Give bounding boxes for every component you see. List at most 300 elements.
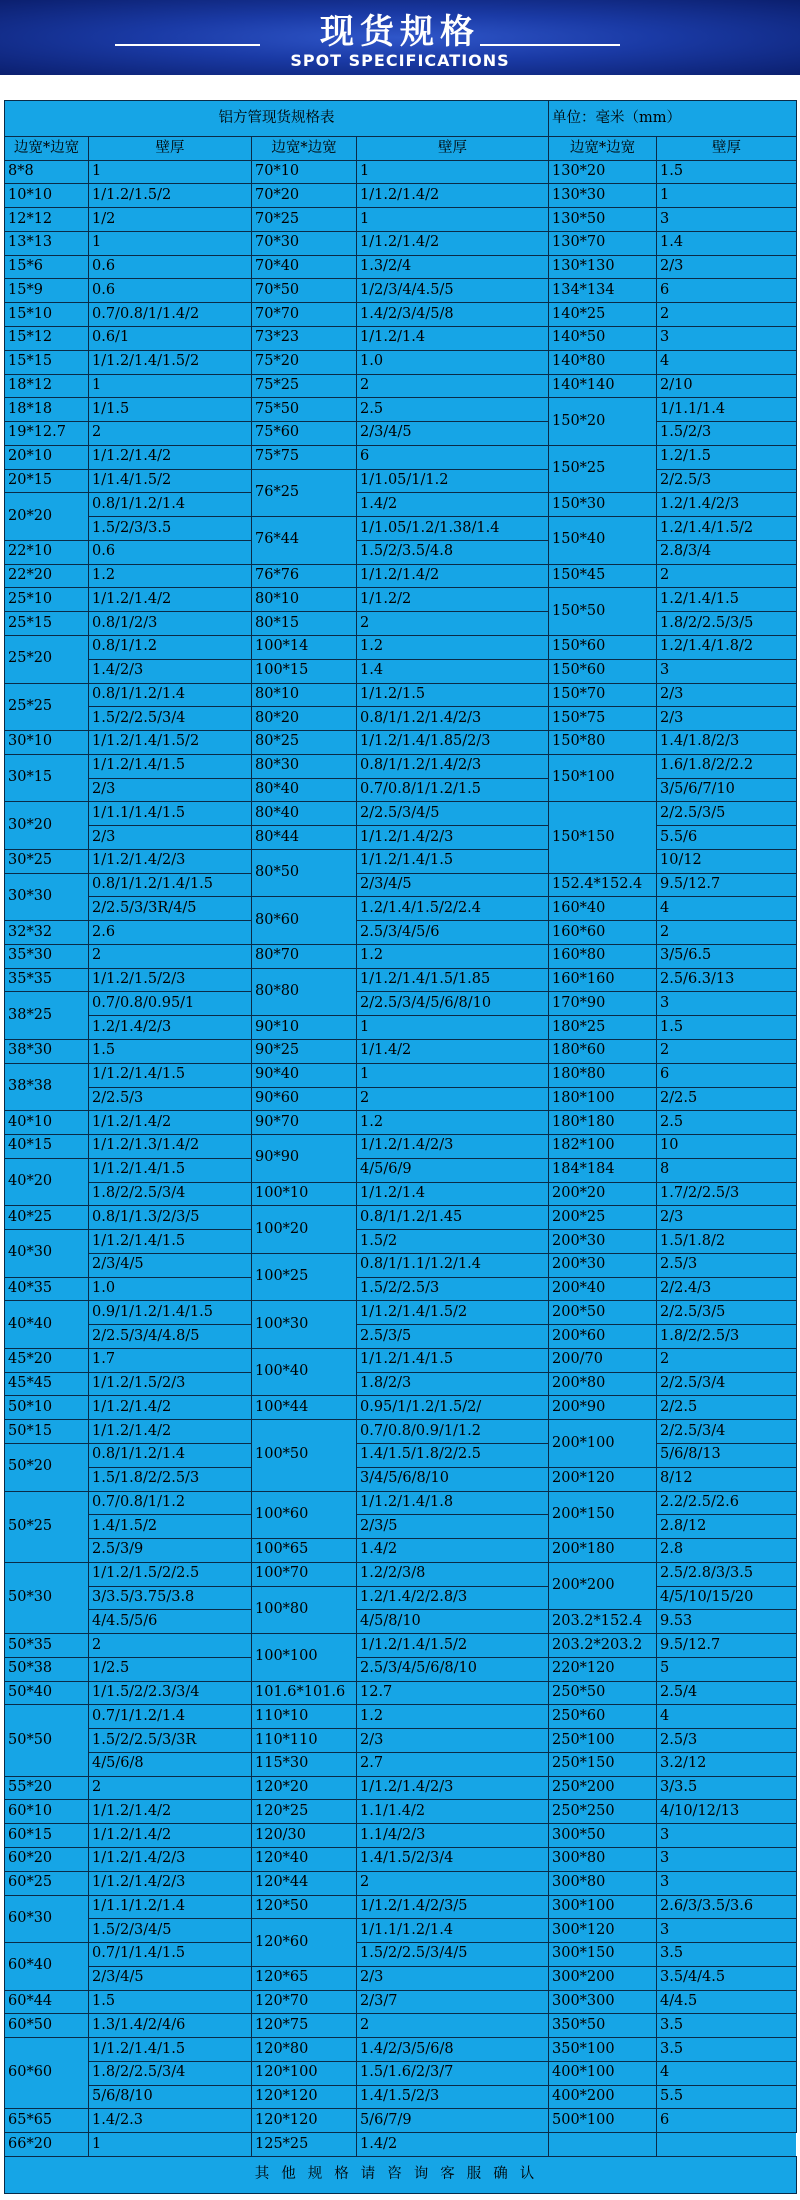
table-row [5, 707, 797, 731]
table-row [5, 398, 797, 422]
thickness-cell: 1.5/1.8/2/2.5/3 [89, 1467, 252, 1491]
thickness-cell: 1 [657, 184, 797, 208]
thickness-cell: 1/1.2/1.4/1.5 [89, 1063, 252, 1087]
table-row [5, 1348, 797, 1372]
thickness-cell: 1/1.1/1.4 [657, 398, 797, 422]
thickness-cell: 3 [657, 208, 797, 232]
thickness-cell: 1.4/2/3/4/5/8 [357, 303, 549, 327]
thickness-cell: 10/12 [657, 849, 797, 873]
table-row [5, 540, 797, 564]
size-cell: 160*60 [549, 921, 657, 945]
size-cell: 160*40 [549, 897, 657, 921]
thickness-cell: 1/1.2/1.4/1.5/2 [89, 731, 252, 755]
thickness-cell: 6 [657, 1063, 797, 1087]
thickness-cell: 3 [657, 992, 797, 1016]
size-cell: 220*120 [549, 1657, 657, 1681]
thickness-cell: 2/3 [657, 1206, 797, 1230]
size-cell: 150*100 [549, 754, 657, 802]
size-cell: 300*100 [549, 1895, 657, 1919]
thickness-cell: 1.4/1.8/2/3 [657, 731, 797, 755]
table-row [5, 1610, 797, 1634]
footer-note: 其他规格请咨询客服确认 [5, 2157, 797, 2194]
thickness-cell: 4/5/6/9 [357, 1158, 549, 1182]
thickness-cell: 1 [357, 1063, 549, 1087]
size-cell: 120*100 [252, 2061, 357, 2085]
table-row [5, 1681, 797, 1705]
size-cell: 120*75 [252, 2014, 357, 2038]
size-cell: 150*25 [549, 445, 657, 493]
thickness-cell: 1.5/2/3/3.5 [89, 517, 252, 541]
size-cell: 12*12 [5, 208, 89, 232]
size-cell: 250*50 [549, 1681, 657, 1705]
thickness-cell: 2/2.5/3/5 [657, 1301, 797, 1325]
thickness-cell: 2.2/2.5/2.6 [657, 1491, 797, 1515]
thickness-cell: 1/1.2/1.4/1.8 [357, 1491, 549, 1515]
table-row [5, 493, 797, 517]
thickness-cell: 1/1.2/2 [357, 588, 549, 612]
table-row [5, 635, 797, 659]
thickness-cell: 1/1.05/1.2/1.38/1.4 [357, 517, 549, 541]
table-row [5, 1206, 797, 1230]
size-cell: 40*15 [5, 1135, 89, 1159]
size-cell: 66*20 [5, 2133, 89, 2157]
thickness-cell: 0.6 [89, 279, 252, 303]
table-row [5, 1657, 797, 1681]
thickness-cell: 1.2/1.4/1.5 [657, 588, 797, 612]
size-cell: 18*18 [5, 398, 89, 422]
thickness-cell: 4/5/8/10 [357, 1610, 549, 1634]
size-cell: 200*50 [549, 1301, 657, 1325]
thickness-cell: 1/1.2/1.4/2 [89, 1800, 252, 1824]
size-cell: 20*15 [5, 469, 89, 493]
size-cell: 150*45 [549, 564, 657, 588]
col-header-size: 边宽*边宽 [549, 137, 657, 160]
thickness-cell: 2/3 [89, 778, 252, 802]
thickness-cell: 0.8/1/1.3/2/3/5 [89, 1206, 252, 1230]
table-row [5, 683, 797, 707]
thickness-cell: 1/1.2/1.5/2/3 [89, 1372, 252, 1396]
size-cell: 300*300 [549, 1990, 657, 2014]
thickness-cell: 5.5 [657, 2085, 797, 2109]
table-row [5, 1800, 797, 1824]
thickness-cell: 1.2 [357, 635, 549, 659]
size-cell: 30*25 [5, 849, 89, 873]
size-cell: 35*30 [5, 944, 89, 968]
size-cell: 15*9 [5, 279, 89, 303]
size-cell: 90*40 [252, 1063, 357, 1087]
size-cell: 150*60 [549, 659, 657, 683]
thickness-cell: 2/3/4/5 [357, 873, 549, 897]
thickness-cell: 3/4/5/6/8/10 [357, 1467, 549, 1491]
thickness-cell: 1.2/1.4/1.8/2 [657, 635, 797, 659]
thickness-cell: 1/1.5/2/2.3/3/4 [89, 1681, 252, 1705]
size-cell: 40*10 [5, 1111, 89, 1135]
size-cell: 200*180 [549, 1539, 657, 1563]
size-cell: 350*50 [549, 2014, 657, 2038]
table-row [5, 1135, 797, 1159]
size-cell: 100*25 [252, 1253, 357, 1301]
thickness-cell: 2 [657, 1039, 797, 1063]
table-row [5, 1016, 797, 1040]
size-cell: 50*38 [5, 1657, 89, 1681]
thickness-cell: 1/1.2/1.4/2/3 [357, 826, 549, 850]
table-row [5, 255, 797, 279]
table-row [5, 944, 797, 968]
table-row [5, 1182, 797, 1206]
size-cell: 76*76 [252, 564, 357, 588]
thickness-cell: 5.5/6 [657, 826, 797, 850]
thickness-cell: 0.8/1/1.2/1.4 [89, 1444, 252, 1468]
size-cell: 38*30 [5, 1039, 89, 1063]
table-row [5, 1562, 797, 1586]
thickness-cell: 3 [657, 1919, 797, 1943]
thickness-cell: 1 [89, 2133, 252, 2157]
thickness-cell: 1/1.05/1/1.2 [357, 469, 549, 493]
table-row [5, 1230, 797, 1254]
size-cell: 180*60 [549, 1039, 657, 1063]
thickness-cell: 1/1.1/1.4/1.5 [89, 802, 252, 826]
size-cell: 25*25 [5, 683, 89, 731]
size-cell: 50*10 [5, 1396, 89, 1420]
thickness-cell: 2 [89, 1634, 252, 1658]
thickness-cell: 0.8/1/1.2/1.4/2/3 [357, 754, 549, 778]
table-row [5, 1467, 797, 1491]
size-cell: 30*15 [5, 754, 89, 802]
size-cell: 25*20 [5, 635, 89, 683]
thickness-cell: 8/12 [657, 1467, 797, 1491]
thickness-cell: 1/1.1/1.2/1.4 [357, 1919, 549, 1943]
thickness-cell: 1.2 [357, 1111, 549, 1135]
size-cell: 60*40 [5, 1943, 89, 1991]
thickness-cell: 1/1.2/1.4/2/3 [89, 1848, 252, 1872]
table-row [5, 564, 797, 588]
table-row [5, 2061, 797, 2085]
thickness-cell: 1/1.2/1.4/1.85/2/3 [357, 731, 549, 755]
thickness-cell: 1.2 [357, 1705, 549, 1729]
size-cell: 140*50 [549, 327, 657, 351]
thickness-cell: 3 [657, 1871, 797, 1895]
thickness-cell: 1 [89, 231, 252, 255]
thickness-cell: 4 [657, 1705, 797, 1729]
table-row [5, 1420, 797, 1444]
thickness-cell: 1/1.2/1.4/1.5/2 [89, 350, 252, 374]
thickness-cell: 0.7/1/1.2/1.4 [89, 1705, 252, 1729]
thickness-cell: 0.8/1/1.2/1.4 [89, 683, 252, 707]
size-cell: 120*70 [252, 1990, 357, 2014]
thickness-cell: 2/3/4/5 [89, 1253, 252, 1277]
table-row [5, 469, 797, 493]
thickness-cell: 1.4/1.5/2/3/4 [357, 1848, 549, 1872]
size-cell: 60*15 [5, 1824, 89, 1848]
size-cell: 22*20 [5, 564, 89, 588]
size-cell: 150*150 [549, 802, 657, 873]
size-cell: 150*80 [549, 731, 657, 755]
size-cell: 100*20 [252, 1206, 357, 1254]
table-row [5, 1729, 797, 1753]
thickness-cell: 1/1.2/1.4/2 [89, 588, 252, 612]
table-row [5, 992, 797, 1016]
size-cell: 70*70 [252, 303, 357, 327]
size-cell: 130*30 [549, 184, 657, 208]
size-cell: 152.4*152.4 [549, 873, 657, 897]
thickness-cell: 2 [89, 422, 252, 446]
spec-table [4, 100, 797, 2194]
thickness-cell: 1/1.1/1.2/1.4 [89, 1895, 252, 1919]
thickness-cell: 2 [89, 944, 252, 968]
thickness-cell: 2.8/12 [657, 1515, 797, 1539]
size-cell: 200*30 [549, 1253, 657, 1277]
thickness-cell: 1.0 [89, 1277, 252, 1301]
thickness-cell: 2.5/6.3/13 [657, 968, 797, 992]
size-cell: 20*10 [5, 445, 89, 469]
col-header-thickness: 壁厚 [89, 137, 252, 160]
thickness-cell: 0.8/1/1.2/1.4/2/3 [357, 707, 549, 731]
thickness-cell: 6 [357, 445, 549, 469]
thickness-cell: 1 [89, 160, 252, 184]
size-cell: 160*80 [549, 944, 657, 968]
size-cell: 73*23 [252, 327, 357, 351]
thickness-cell: 2/2.5/3 [657, 469, 797, 493]
thickness-cell: 1/1.2/1.4/2 [357, 564, 549, 588]
thickness-cell: 2.5/3/4/5/6/8/10 [357, 1657, 549, 1681]
thickness-cell: 1/1.2/1.4/2 [89, 1396, 252, 1420]
thickness-cell: 1/1.2/1.4/2/3 [89, 1871, 252, 1895]
size-cell: 300*200 [549, 1966, 657, 1990]
thickness-cell: 0.8/1/1.2/1.4/1.5 [89, 873, 252, 897]
size-cell: 100*60 [252, 1491, 357, 1539]
table-row [5, 1396, 797, 1420]
thickness-cell: 3/3.5/3.75/3.8 [89, 1586, 252, 1610]
thickness-cell: 1.2/1.4/2/3 [89, 1016, 252, 1040]
size-cell: 300*80 [549, 1871, 657, 1895]
size-cell: 150*40 [549, 517, 657, 565]
size-cell: 100*70 [252, 1562, 357, 1586]
size-cell: 200*30 [549, 1230, 657, 1254]
thickness-cell: 2 [657, 921, 797, 945]
table-row [5, 517, 797, 541]
thickness-cell: 1/2.5 [89, 1657, 252, 1681]
thickness-cell: 1.5/2/2.5/3/4/5 [357, 1943, 549, 1967]
thickness-cell: 1.4/2 [357, 493, 549, 517]
size-cell: 130*70 [549, 231, 657, 255]
size-cell: 45*45 [5, 1372, 89, 1396]
table-row [5, 968, 797, 992]
thickness-cell: 2.8/3/4 [657, 540, 797, 564]
size-cell: 120*20 [252, 1776, 357, 1800]
size-cell: 100*100 [252, 1634, 357, 1682]
thickness-cell: 1/1.2/1.4/1.5 [357, 849, 549, 873]
thickness-cell: 2/3/4/5 [357, 422, 549, 446]
thickness-cell: 0.7/0.8/1/1.2 [89, 1491, 252, 1515]
table-row [5, 612, 797, 636]
thickness-cell: 3.2/12 [657, 1752, 797, 1776]
table-row [5, 1444, 797, 1468]
thickness-cell: 2 [357, 1087, 549, 1111]
size-cell: 15*10 [5, 303, 89, 327]
thickness-cell: 1.1/4/2/3 [357, 1824, 549, 1848]
thickness-cell: 1.4/2 [357, 1539, 549, 1563]
size-cell: 80*50 [252, 849, 357, 897]
thickness-cell: 2/3/7 [357, 1990, 549, 2014]
table-row [5, 422, 797, 446]
size-cell: 100*30 [252, 1301, 357, 1349]
size-cell: 250*100 [549, 1729, 657, 1753]
size-cell: 100*10 [252, 1182, 357, 1206]
size-cell: 80*20 [252, 707, 357, 731]
thickness-cell: 1.4/1.5/2/3 [357, 2085, 549, 2109]
thickness-cell: 2 [357, 612, 549, 636]
size-cell: 400*100 [549, 2061, 657, 2085]
col-header-thickness: 壁厚 [657, 137, 797, 160]
thickness-cell: 1/1.2/1.4/1.5 [89, 1230, 252, 1254]
thickness-cell: 0.7/0.8/0.95/1 [89, 992, 252, 1016]
size-cell: 200*90 [549, 1396, 657, 1420]
thickness-cell: 1.8/2/2.5/3/5 [657, 612, 797, 636]
thickness-cell: 2/2.5/3/5 [657, 802, 797, 826]
thickness-cell: 4/5/10/15/20 [657, 1586, 797, 1610]
table-row [5, 1491, 797, 1515]
size-cell: 15*6 [5, 255, 89, 279]
table-row [5, 1871, 797, 1895]
table-row [5, 754, 797, 778]
thickness-cell: 1.4/1.5/1.8/2/2.5 [357, 1444, 549, 1468]
thickness-cell: 4 [657, 2061, 797, 2085]
thickness-cell: 1.6/1.8/2/2.2 [657, 754, 797, 778]
table-row [5, 1063, 797, 1087]
thickness-cell: 0.7/0.8/0.9/1/1.2 [357, 1420, 549, 1444]
size-cell: 80*10 [252, 683, 357, 707]
table-row [5, 826, 797, 850]
table-row [5, 350, 797, 374]
table-row [5, 873, 797, 897]
table-row [5, 849, 797, 873]
size-cell: 200*80 [549, 1372, 657, 1396]
thickness-cell: 3 [657, 1848, 797, 1872]
thickness-cell: 2.5 [357, 398, 549, 422]
thickness-cell: 1.4 [657, 231, 797, 255]
size-cell: 70*25 [252, 208, 357, 232]
thickness-cell: 5 [657, 1657, 797, 1681]
size-cell: 40*20 [5, 1158, 89, 1206]
thickness-cell: 6 [657, 279, 797, 303]
thickness-cell: 1.5 [89, 1039, 252, 1063]
size-cell: 120/30 [252, 1824, 357, 1848]
thickness-cell: 1/1.2/1.4/2/3/5 [357, 1895, 549, 1919]
size-cell: 80*30 [252, 754, 357, 778]
col-header-size: 边宽*边宽 [5, 137, 89, 160]
thickness-cell: 10 [657, 1135, 797, 1159]
table-row [5, 1372, 797, 1396]
thickness-cell: 1/2 [89, 208, 252, 232]
size-cell: 200/70 [549, 1348, 657, 1372]
thickness-cell: 1/1.2/1.4/2/3 [357, 1135, 549, 1159]
thickness-cell: 1.5/2/3.5/4.8 [357, 540, 549, 564]
table-row [5, 1824, 797, 1848]
size-cell: 130*20 [549, 160, 657, 184]
table-row [5, 897, 797, 921]
size-cell: 350*100 [549, 2038, 657, 2062]
size-cell: 35*35 [5, 968, 89, 992]
size-cell: 300*150 [549, 1943, 657, 1967]
thickness-cell: 1/1.2/1.4/2/3 [357, 1776, 549, 1800]
thickness-cell: 9.5/12.7 [657, 1634, 797, 1658]
thickness-cell: 1.8/2/2.5/3/4 [89, 2061, 252, 2085]
thickness-cell: 4 [657, 350, 797, 374]
size-cell: 200*25 [549, 1206, 657, 1230]
thickness-cell: 1.7/2/2.5/3 [657, 1182, 797, 1206]
table-row [5, 1586, 797, 1610]
size-cell: 120*40 [252, 1848, 357, 1872]
unit-label: 单位：毫米（mm） [549, 101, 797, 137]
size-cell: 70*10 [252, 160, 357, 184]
size-cell: 60*60 [5, 2038, 89, 2109]
thickness-cell: 1.4 [357, 659, 549, 683]
thickness-cell: 2/3 [657, 683, 797, 707]
thickness-cell: 1.1/1.4/2 [357, 1800, 549, 1824]
thickness-cell: 3 [657, 327, 797, 351]
table-row [5, 1848, 797, 1872]
size-cell: 200*120 [549, 1467, 657, 1491]
thickness-cell: 1.2/1.4/1.5/2/2.4 [357, 897, 549, 921]
table-row [5, 659, 797, 683]
table-row [5, 1111, 797, 1135]
thickness-cell: 1.5/2/2.5/3/4 [89, 707, 252, 731]
size-cell: 120*80 [252, 2038, 357, 2062]
size-cell: 184*184 [549, 1158, 657, 1182]
size-cell: 100*14 [252, 635, 357, 659]
size-cell: 200*100 [549, 1420, 657, 1468]
size-cell: 32*32 [5, 921, 89, 945]
size-cell: 50*25 [5, 1491, 89, 1562]
table-row [5, 327, 797, 351]
thickness-cell [549, 2133, 657, 2157]
thickness-cell: 1/1.2/1.4/1.5 [89, 754, 252, 778]
thickness-cell: 3.5 [657, 2038, 797, 2062]
thickness-cell: 2/3 [357, 1729, 549, 1753]
thickness-cell: 0.6 [89, 255, 252, 279]
size-cell: 150*60 [549, 635, 657, 659]
thickness-cell: 2 [89, 1776, 252, 1800]
thickness-cell: 3/5/6/7/10 [657, 778, 797, 802]
thickness-cell: 1.5/2 [357, 1230, 549, 1254]
thickness-cell: 2/2.5/3/4 [657, 1372, 797, 1396]
thickness-cell: 1.5 [657, 1016, 797, 1040]
thickness-cell: 3 [657, 659, 797, 683]
thickness-cell: 1.5/1.8/2 [657, 1230, 797, 1254]
size-cell: 300*80 [549, 1848, 657, 1872]
thickness-cell: 1 [89, 374, 252, 398]
thickness-cell: 2.5/3/9 [89, 1539, 252, 1563]
thickness-cell: 1.5/2/2.5/3 [357, 1277, 549, 1301]
size-cell: 300*50 [549, 1824, 657, 1848]
table-row [5, 1895, 797, 1919]
size-cell: 180*100 [549, 1087, 657, 1111]
thickness-cell: 1/1.2/1.4/1.5/2 [357, 1301, 549, 1325]
size-cell: 50*30 [5, 1562, 89, 1633]
size-cell: 100*40 [252, 1348, 357, 1396]
thickness-cell: 2.8 [657, 1539, 797, 1563]
size-cell: 19*12.7 [5, 422, 89, 446]
header-banner [0, 0, 800, 75]
size-cell: 101.6*101.6 [252, 1681, 357, 1705]
size-cell: 200*40 [549, 1277, 657, 1301]
size-cell: 38*25 [5, 992, 89, 1040]
size-cell: 50*20 [5, 1444, 89, 1492]
thickness-cell: 2.5/4 [657, 1681, 797, 1705]
thickness-cell: 4/4.5 [657, 1990, 797, 2014]
size-cell: 134*134 [549, 279, 657, 303]
size-cell: 250*250 [549, 1800, 657, 1824]
